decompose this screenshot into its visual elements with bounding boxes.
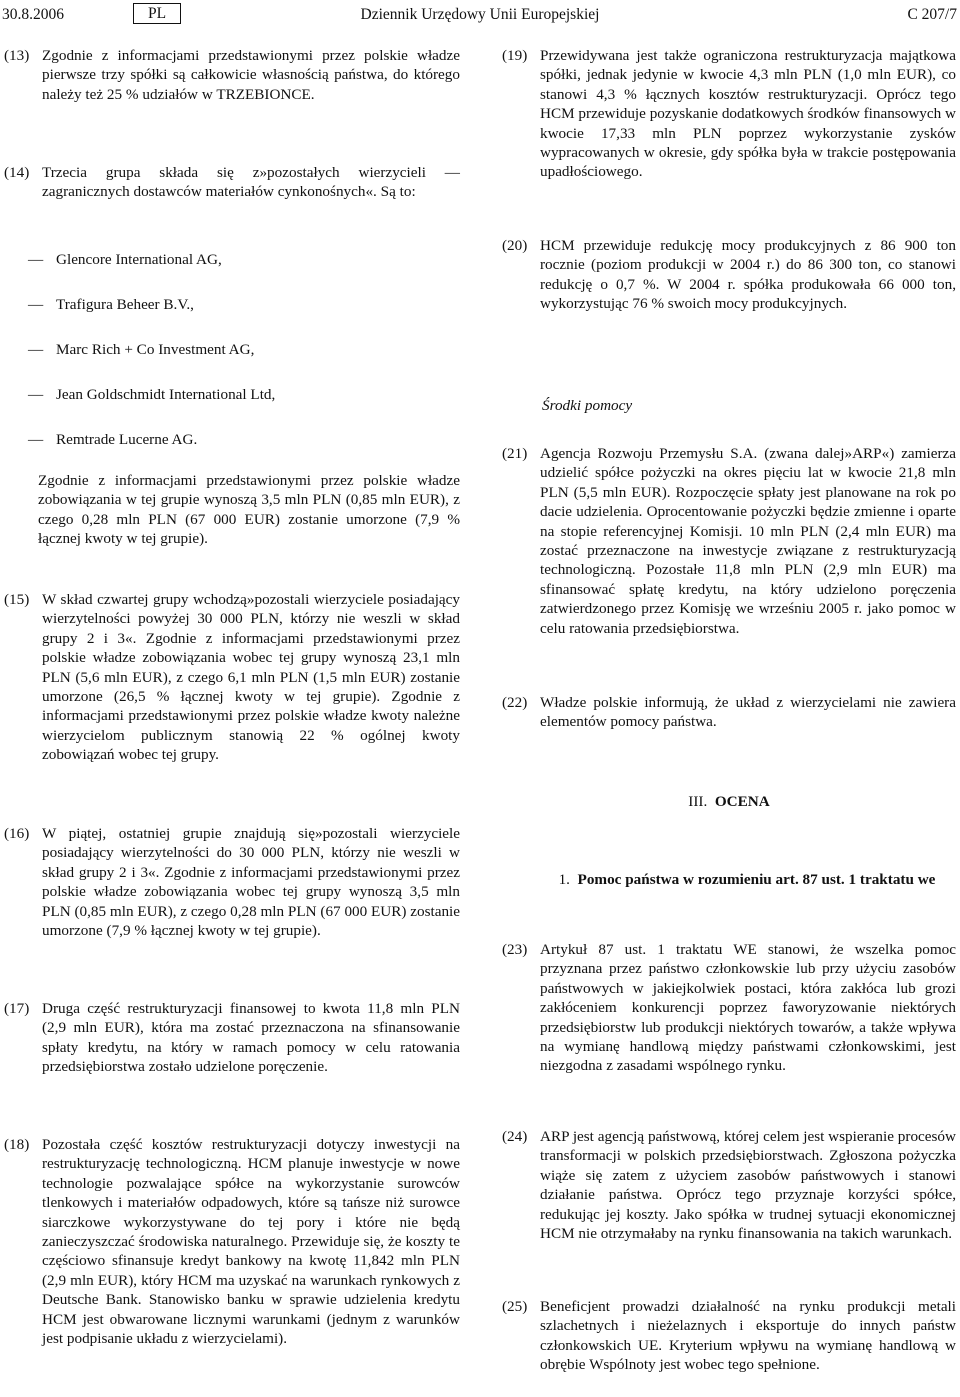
paragraph-number: (13) — [4, 47, 30, 64]
paragraph-text: Agencja Rozwoju Przemysłu S.A. (zwana dalej»ARP«) zamierza udzielić spółce pożyczki na okres pięciu lat w kwocie 21,8 mln PLN (5,5 mln EUR). Rozpoczęcie spłaty jest planowane na rok po dacie udzielenia. Oprocentowanie pożyczki będzie zmienne i oparte na stopie referencyjnej Komisji. 10 mln PLN (2,4 mln EUR) ma zostać przeznaczone na inwestycje związane z restrukturyzacją technologiczną. Pozostałe 11,8 mln PLN (2,9 mln EUR) ma sfinansować spłatę kredytu, na który udzielono poręczenia zatwierdzonego przez Komisję we wrześniu 2005 r. jako pomoc w celu ratowania przedsiębiorstwa. — [540, 445, 956, 637]
section-heading — [502, 792, 956, 811]
paragraph-number: (19) — [502, 47, 528, 64]
paragraph-19 — [502, 46, 956, 182]
paragraph-20 — [502, 236, 956, 314]
paragraph-number: (15) — [4, 591, 30, 608]
paragraph-15 — [4, 590, 460, 765]
list-item: — Marc Rich + Co Investment AG, — [28, 341, 255, 358]
list-item: — Remtrade Lucerne AG. — [28, 431, 198, 448]
paragraph-text: W piątej, ostatniej grupie znajdują się»pozostali wierzyciele posiadający wierzytelności do 30 000 PLN, którzy nie weszli w skład grupy 2 i 3«. Zgodnie z informacjami przedstawionymi przez polskie władze zobowiązania wobec tej grupy wynoszą 3,5 mln PLN (0,85 mln EUR), z czego 0,28 mln PLN (67 000 EUR) zostanie umorzone (7,9 % łącznej kwoty w tej grupie). — [42, 825, 461, 940]
list-item-text: Glencore International AG, — [56, 251, 222, 268]
paragraph-number: (20) — [502, 237, 528, 254]
paragraph-24 — [502, 1127, 956, 1243]
paragraph-text: ARP jest agencją państwową, której celem jest wspieranie procesów transformacji w polskich przedsiębiorstwach. Zgłoszona pożyczka wiąże się zatem z użyciem zasobów państwowych i stanowi działanie państwa. Oprócz tego przyznaje korzyści spółce, redukując jej koszty. Jako spółka w trudnej sytuacji ekonomicznej HCM nie otrzymałaby na rynku finansowania na takich warunkach. — [540, 1128, 956, 1243]
paragraph-text: Artykuł 87 ust. 1 traktatu WE stanowi, że wszelka pomoc przyznana przez państwo członkowskie lub przy użyciu zasobów państwowych w jakiejkolwiek postaci, która zakłóca lub grozi zakłóceniem konkurencji poprzez faworyzowanie niektórych przedsiębiorstw lub produkcji niektórych towarów, a także wpływa na wymianę handlową między państwami członkowskimi, jest niezgodna z zasadami wspólnego rynku. — [540, 941, 956, 1075]
paragraph-13 — [4, 46, 460, 104]
paragraph-14 — [4, 163, 460, 202]
list-item-text: Jean Goldschmidt International Ltd, — [56, 386, 276, 403]
section-number: III. — [688, 793, 708, 810]
subsection-number: 1. — [558, 871, 570, 888]
list-item-text: Remtrade Lucerne AG. — [56, 431, 198, 448]
paragraph-number: (25) — [502, 1298, 528, 1315]
paragraph-text: Władze polskie informują, że układ z wierzycielami nie zawiera elementów pomocy państwa. — [540, 694, 956, 731]
paragraph-21 — [502, 444, 956, 638]
paragraph-number: (14) — [4, 164, 30, 181]
page-number: C 207/7 — [907, 6, 957, 23]
paragraph-text: Przewidywana jest także ograniczona restrukturyzacja majątkowa spółki, jednak jedynie w kwocie 4,3 mln PLN (1,0 mln EUR), co stanowi 4,3 % łącznych kosztów restrukturyzacji. Oprócz tego HCM przewiduje pozyskanie dodatkowych środków finansowych w kwocie 17,33 mln PLN poprzez wykorzystanie zysków wypracowanych w okresie, gdy spółka była w trakcie postępowania upadłościowego. — [540, 47, 956, 181]
paragraph-text: Trzecia grupa składa się z»pozostałych wierzycieli — zagranicznych dostawców materiałów cynkonośnych«. Są to: — [42, 164, 460, 201]
paragraph-23 — [502, 940, 956, 1076]
paragraph-16 — [4, 824, 460, 940]
list-item-text: Marc Rich + Co Investment AG, — [56, 341, 255, 358]
paragraph-22 — [502, 693, 956, 732]
page-header — [0, 0, 960, 28]
list-item: — Glencore International AG, — [28, 251, 222, 268]
paragraph-number: (17) — [4, 1000, 30, 1017]
publication-date: 30.8.2006 — [2, 6, 64, 23]
paragraph-number: (23) — [502, 941, 528, 958]
paragraph-text: Beneficjent prowadzi działalność na rynku produkcji metali szlachetnych i nieżelaznych i eksportuje do innych państw członkowskich UE. Kryterium wpływu na wymianę handlową w obrębie Wspólnoty jest wobec tego spełnione. — [540, 1298, 956, 1374]
language-box: PL — [133, 3, 181, 24]
paragraph-number: (22) — [502, 694, 528, 711]
paragraph-17 — [4, 999, 460, 1077]
paragraph-text: HCM przewiduje redukcję mocy produkcyjnych z 86 900 ton rocznie (poziom produkcji w 2004 r.) do 86 300 ton, co stanowi redukcję o 0,7 %. W 2004 r. spółka produkowała 66 000 ton, wykorzystując 76 % swoich mocy produkcyjnych. — [540, 237, 956, 313]
section-title: OCENA — [714, 793, 770, 810]
subsection-heading — [542, 870, 952, 889]
paragraph-number: (24) — [502, 1128, 528, 1145]
paragraph-25 — [502, 1297, 956, 1375]
list-item: — Trafigura Beheer B.V., — [28, 296, 194, 313]
paragraph-18 — [4, 1135, 460, 1348]
paragraph-text: Druga część restrukturyzacji finansowej to kwota 11,8 mln PLN (2,9 mln EUR), która ma zostać przeznaczona na sfinansowanie spłaty kredytu, na który w ramach pomocy w celu ratowania przedsiębiorstwa zostało udzielone poręczenie. — [42, 1000, 460, 1076]
paragraph-text: Pozostała część kosztów restrukturyzacji dotyczy inwestycji na restrukturyzację technologiczną. HCM planuje inwestycje w nowe technologie pozwalające spółce na wykorzystanie surowców tlenkowych i materiałów odpadowych, które są tańsze niż surowce siarczkowe wykorzystywane do tej pory i które nie będą zanieczyszczać środowiska naturalnego. Przewiduje się, że koszty te częściowo sfinansuje kredyt bankowy na kwotę 11,842 mln PLN (2,9 mln EUR), który HCM ma uzyskać na warunkach rynkowych z Deutsche Bank. Stanowisko banku w sprawie udzielenia kredytu HCM jest obwarowane licznymi warunkami (jednym z warunków jest podpisanie układu z wierzycielami). — [42, 1136, 460, 1348]
paragraph-14-continuation: Zgodnie z informacjami przedstawionymi przez polskie władze zobowiązania w tej grupie wynoszą 3,5 mln PLN (0,85 mln EUR), z czego 0,28 mln PLN (67 000 EUR) zostanie umorzone (7,9 % łącznej kwoty w tej grupie). — [38, 472, 460, 548]
subsection-title: Pomoc państwa w rozumieniu art. 87 ust. 1 traktatu we — [577, 871, 936, 888]
list-item: — Jean Goldschmidt International Ltd, — [28, 386, 276, 403]
subheading: Środki pomocy — [542, 397, 633, 414]
paragraph-text: Zgodnie z informacjami przedstawionymi przez polskie władze pierwsze trzy spółki są całkowicie własnością państwa, do którego należy też 25 % udziałów w TRZEBIONCE. — [42, 47, 460, 103]
paragraph-number: (21) — [502, 445, 528, 462]
paragraph-text: W skład czwartej grupy wchodzą»pozostali wierzyciele posiadający wierzytelności powyżej 30 000 PLN, którzy nie weszli w skład grupy 2 i 3«. Zgodnie z informacjami przedstawionymi przez polskie władze zobowiązania wobec tej grupy wynoszą 23,1 mln PLN (5,6 mln EUR), z czego 6,1 mln PLN (1,5 mln EUR) zostanie umorzone (26,5 % łącznej kwoty w tej grupie). Zgodnie z informacjami przedstawionymi przez polskie władze kwoty należne wierzycielom publicznym stanowią 22 % ogólnej kwoty zobowiązań wobec tej grupy. — [42, 591, 460, 764]
list-item-text: Trafigura Beheer B.V., — [56, 296, 194, 313]
paragraph-number: (18) — [4, 1136, 30, 1153]
paragraph-number: (16) — [4, 825, 30, 842]
journal-title: Dziennik Urzędowy Unii Europejskiej — [360, 6, 600, 23]
